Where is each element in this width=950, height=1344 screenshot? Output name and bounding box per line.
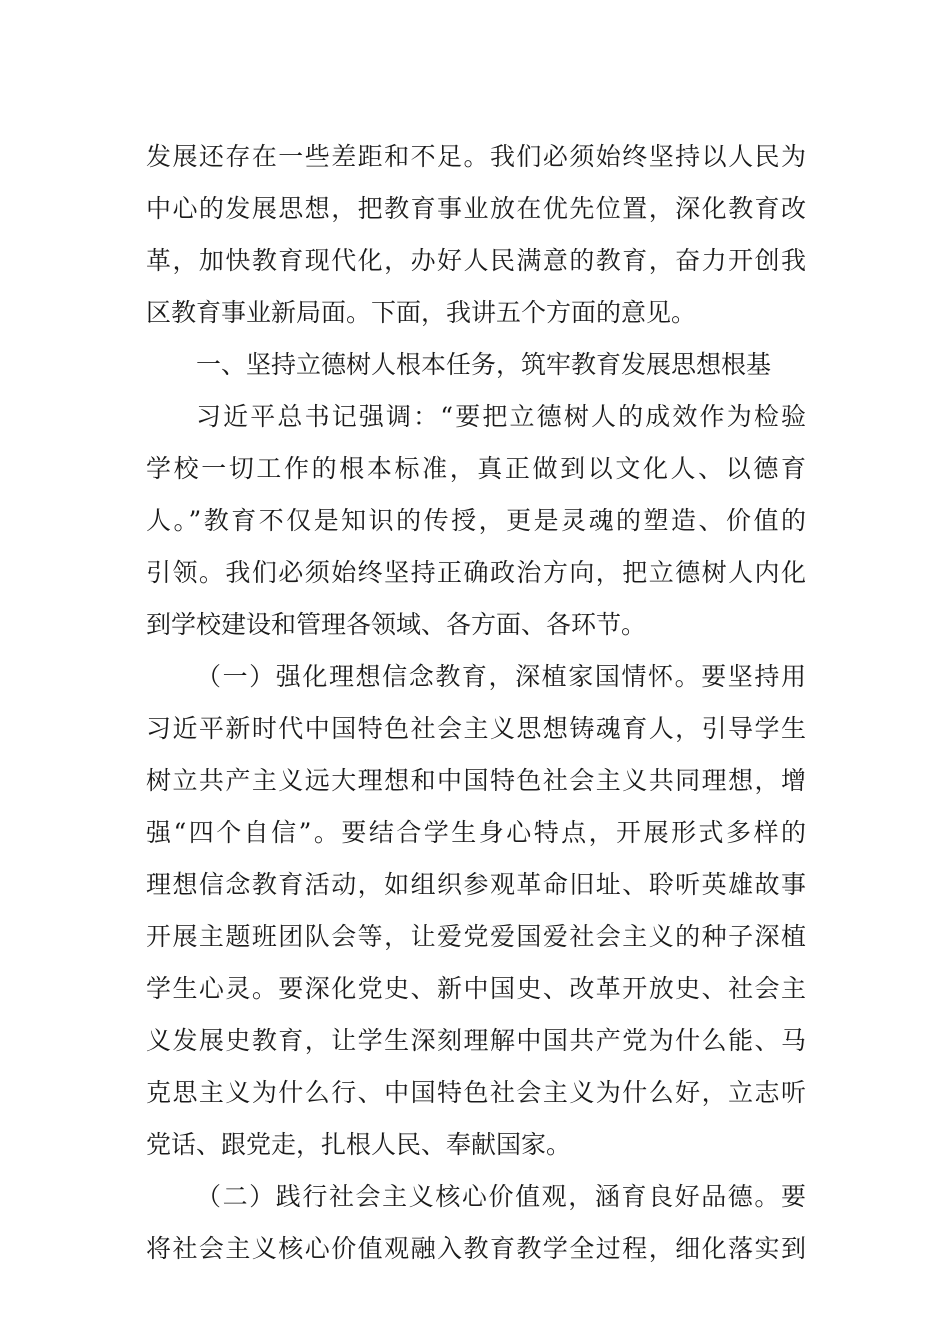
text-line: 到学校建设和管理各领域、各方面、各环节。: [146, 610, 647, 639]
text-line: 义发展史教育，让学生深刻理解中国共产党为什么能、马: [146, 1026, 806, 1055]
text-line: 学校一切工作的根本标准，真正做到以文化人、以德育: [146, 454, 806, 483]
text-line: （二）践行社会主义核心价值观，涵育良好品德。要: [196, 1182, 806, 1211]
text-line: 发展还存在一些差距和不足。我们必须始终坚持以人民为: [146, 142, 806, 171]
text-line: 中心的发展思想，把教育事业放在优先位置，深化教育改: [146, 194, 806, 223]
text-line: 区教育事业新局面。下面，我讲五个方面的意见。: [146, 298, 697, 327]
text-line: 人。”教育不仅是知识的传授，更是灵魂的塑造、价值的: [146, 506, 806, 535]
text-line: 树立共产主义远大理想和中国特色社会主义共同理想，增: [146, 766, 806, 795]
text-line: 引领。我们必须始终坚持正确政治方向，把立德树人内化: [146, 558, 806, 587]
text-line: 开展主题班团队会等，让爱党爱国爱社会主义的种子深植: [146, 922, 806, 951]
text-line: 习近平新时代中国特色社会主义思想铸魂育人，引导学生: [146, 714, 806, 743]
text-line: 将社会主义核心价值观融入教育教学全过程，细化落实到: [146, 1234, 806, 1263]
document-body: [146, 131, 806, 1275]
text-line: 习近平总书记强调：“要把立德树人的成效作为检验: [196, 402, 806, 431]
text-line: 一、坚持立德树人根本任务，筑牢教育发展思想根基: [196, 350, 772, 379]
text-line: 理想信念教育活动，如组织参观革命旧址、聆听英雄故事: [146, 870, 806, 899]
text-line: 克思主义为什么行、中国特色社会主义为什么好，立志听: [146, 1078, 806, 1107]
text-line: 学生心灵。要深化党史、新中国史、改革开放史、社会主: [146, 974, 806, 1003]
text-line: （一）强化理想信念教育，深植家国情怀。要坚持用: [196, 662, 806, 691]
text-line: 强“四个自信”。要结合学生身心特点，开展形式多样的: [146, 818, 806, 847]
text-line: 党话、跟党走，扎根人民、奉献国家。: [146, 1130, 572, 1159]
text-line: 革，加快教育现代化，办好人民满意的教育，奋力开创我: [146, 246, 806, 275]
